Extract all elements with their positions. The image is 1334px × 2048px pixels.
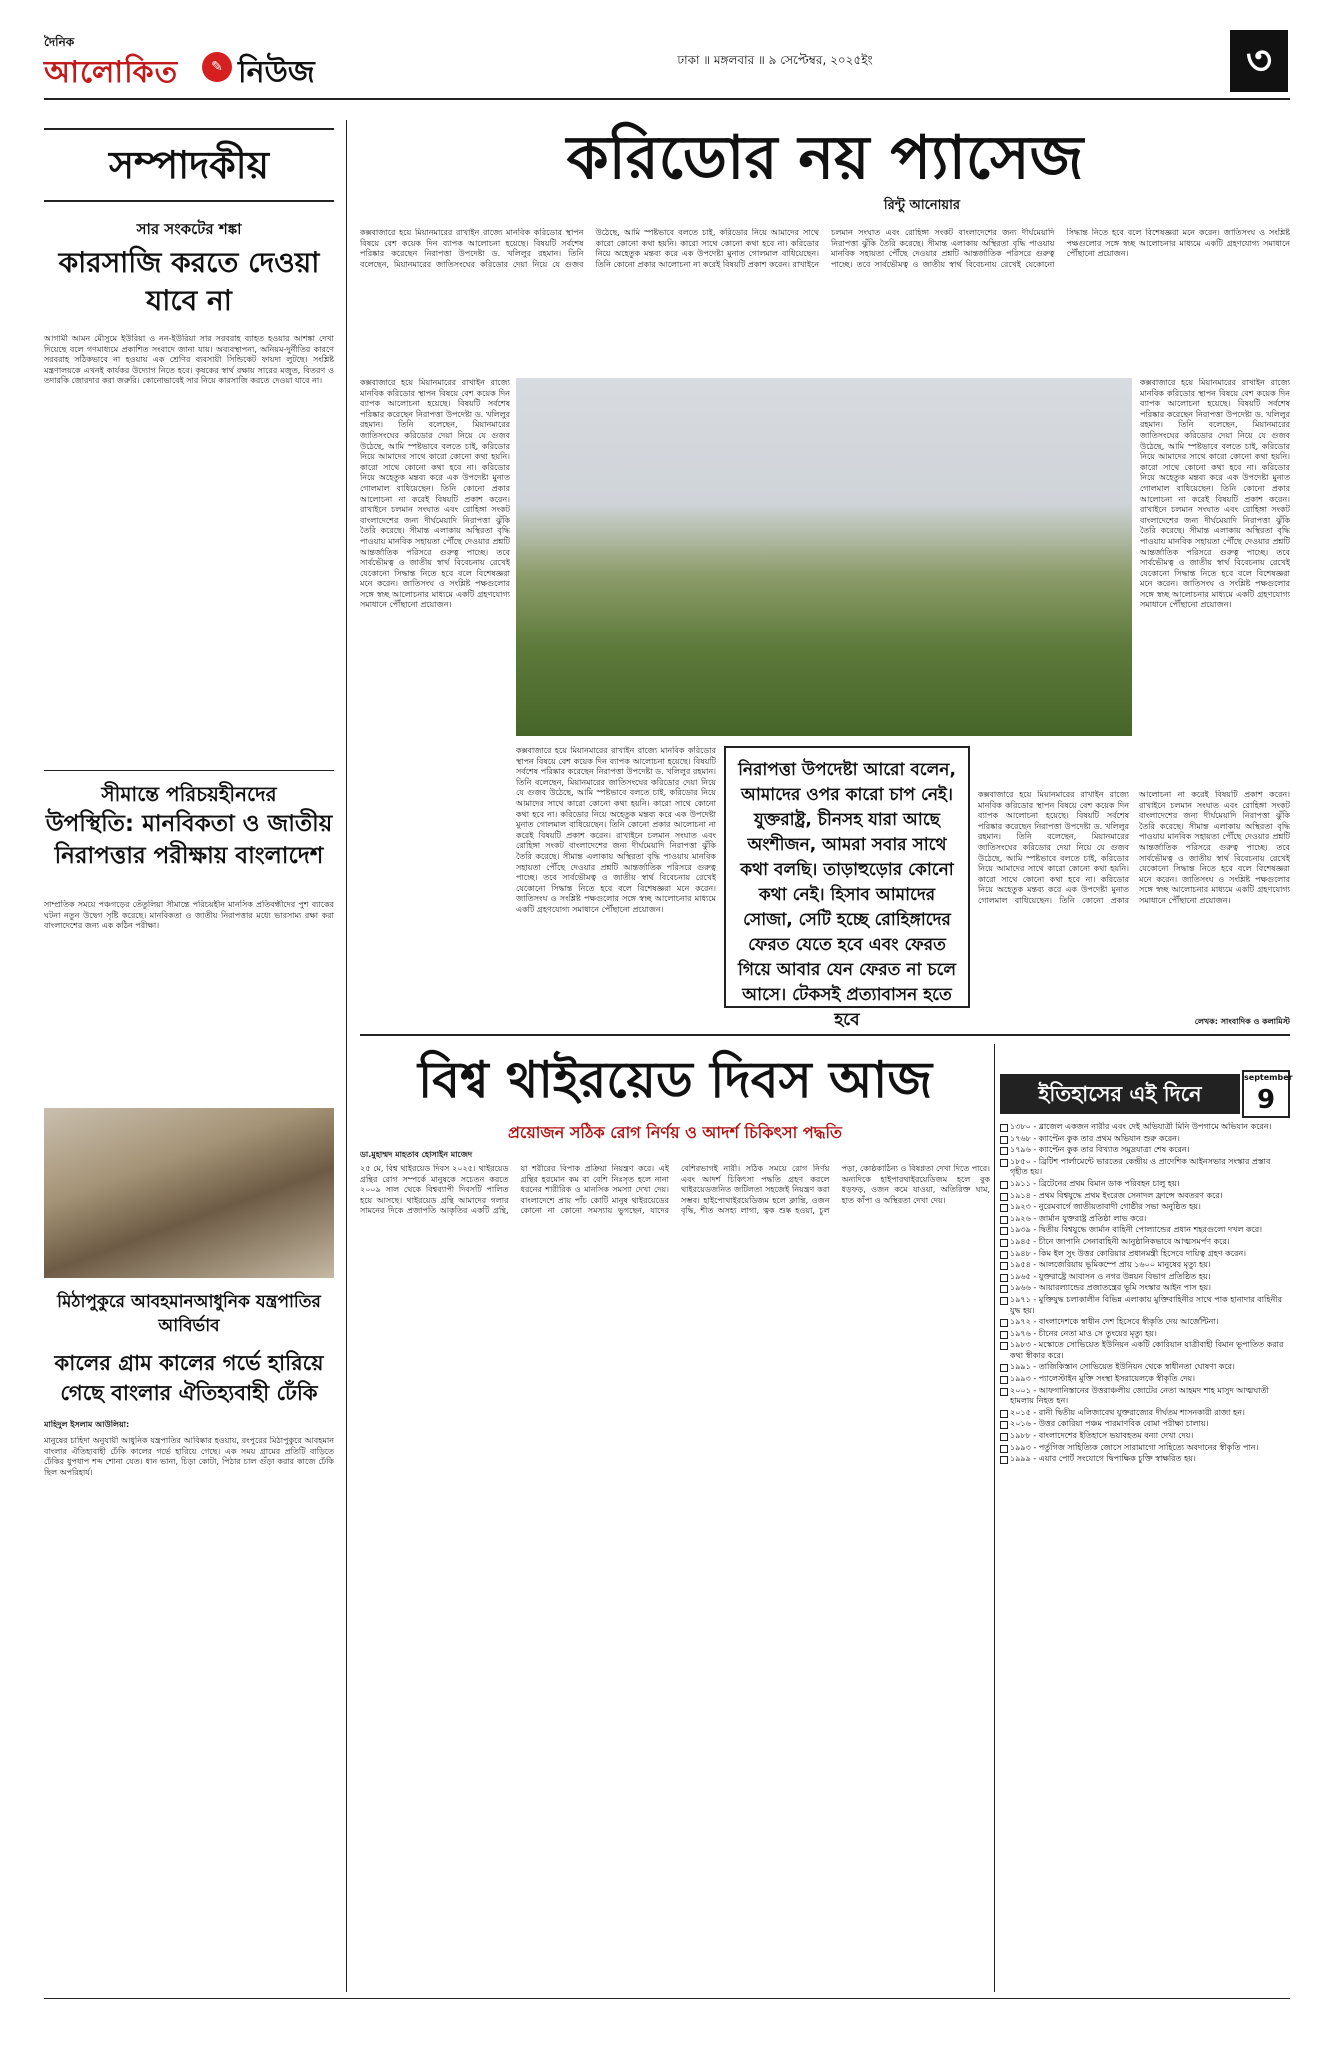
thyroid-headline: বিশ্ব থাইরয়েড দিবস আজ <box>417 1051 933 1109</box>
history-item: ১৯৪৮ - কিম ইল সুং উত্তর কোরিয়ার প্রধানমন্ত্রী হিসেবে দায়িত্ব গ্রহণ করেন। <box>1000 1249 1290 1260</box>
lead-byline: রিন্টু আনোয়ার <box>883 198 960 213</box>
history-item: ১৭৯৬ - ক্যাপ্টেন কুক তার বিখ্যাত সমুদ্রযাত্রা শেষ করেন। <box>1000 1145 1290 1156</box>
editorial-body-2: সাম্প্রতিক সময়ে পঞ্চগড়ের তেঁতুলিয়া সীমান্তে পরিচয়হীন মানসিক প্রতিবন্ধীদের পুশ ব্যাকের ঘটনা নতুন উদ্বেগ সৃষ্টি করেছে। মানবিকতা ও জাতীয় নিরাপত্তার মধ্যে ভারসাম্য রক্ষা করা বাংলাদেশের জন্য এক কঠিন পরীক্ষা। <box>44 900 334 931</box>
lead-body-mid-right: কক্সবাজারে হয়ে মিয়ানমারের রাখাইন রাজ্যে মানবিক করিডোর স্থাপন বিষয়ে বেশ কয়েক দিন ব্যাপক আলোচনা হয়েছে। বিষয়টি সর্বশেষ পরিষ্কার করেছেন নিরাপত্তা উপদেষ্টা ড. খলিলুর রহমান। তিনি বলেছেন, মিয়ানমারের জাতিসংঘের করিডোর দেয়া নিয়ে যে গুজব উঠেছে, আমি স্পষ্টভাবে বলতে চাই, করিডোর নিয়ে আমাদের সাথে কারো কোনো কথা হয়নি। কারো সাথে কোনো কথা হবে না। করিডোর নিয়ে অহেতুক মন্তব্য করে এক উপদেষ্টা মুনাত গোলমাল বাধিয়েছেন। তিনি কোনো প্রকার আলোচনা না করেই বিষয়টি প্রকাশ করেন। রাখাইনে চলমান সংঘাত এবং রোহিঙ্গা সংকট বাংলাদেশের জন্য দীর্ঘমেয়াদি নিরাপত্তা ঝুঁকি তৈরি করেছে। সীমান্ত এলাকায় অস্থিরতা বৃদ্ধি পাওয়ায় মানবিক সহায়তা পৌঁছে দেওয়ার প্রশ্নটি আন্তর্জাতিক পরিসরে গুরুত্ব পাচ্ছে। তবে সার্বভৌমত্ব ও জাতীয় স্বার্থ বিবেচনায় রেখেই যেকোনো সিদ্ধান্ত নিতে হবে বলে বিশেষজ্ঞরা মনে করেন। জাতিসংঘ ও সংশ্লিষ্ট পক্ষগুলোর সঙ্গে স্বচ্ছ আলোচনার মাধ্যমে একটি গ্রহণযোগ্য সমাধানে পৌঁছানো প্রয়োজন। <box>978 790 1290 905</box>
history-item: ১৯১১ - ব্রিটেনের প্রথম বিমান ডাক পরিবহন চালু হয়। <box>1000 1179 1290 1190</box>
column-divider <box>346 120 347 1992</box>
history-item: ১৩৮০ - ব্লাজেল একজন নারীর এবং দেই অভিযাত্রী মিনি উপগামে অভিযান করেন। <box>1000 1122 1290 1133</box>
lead-author-note: লেখক: সাংবাদিক ও কলামিস্ট <box>1194 1017 1290 1026</box>
history-item: ১৯১৪ - প্রথম বিশ্বযুদ্ধে প্রথম ইংরেজ সেনাদল ফ্রান্সে অবতরণ করে। <box>1000 1191 1290 1202</box>
lead-body-right: কক্সবাজারে হয়ে মিয়ানমারের রাখাইন রাজ্যে মানবিক করিডোর স্থাপন বিষয়ে বেশ কয়েক দিন ব্যাপক আলোচনা হয়েছে। বিষয়টি সর্বশেষ পরিষ্কার করেছেন নিরাপত্তা উপদেষ্টা ড. খলিলুর রহমান। তিনি বলেছেন, মিয়ানমারের জাতিসংঘের করিডোর দেয়া নিয়ে যে গুজব উঠেছে, আমি স্পষ্টভাবে বলতে চাই, করিডোর নিয়ে আমাদের সাথে কারো কোনো কথা হয়নি। কারো সাথে কোনো কথা হবে না। করিডোর নিয়ে অহেতুক মন্তব্য করে এক উপদেষ্টা মুনাত গোলমাল বাধিয়েছেন। তিনি কোনো প্রকার আলোচনা না করেই বিষয়টি প্রকাশ করেন। রাখাইনে চলমান সংঘাত এবং রোহিঙ্গা সংকট বাংলাদেশের জন্য দীর্ঘমেয়াদি নিরাপত্তা ঝুঁকি তৈরি করেছে। সীমান্ত এলাকায় অস্থিরতা বৃদ্ধি পাওয়ায় মানবিক সহায়তা পৌঁছে দেওয়ার প্রশ্নটি আন্তর্জাতিক পরিসরে গুরুত্ব পাচ্ছে। তবে সার্বভৌমত্ব ও জাতীয় স্বার্থ বিবেচনায় রেখেই যেকোনো সিদ্ধান্ত নিতে হবে বলে বিশেষজ্ঞরা মনে করেন। জাতিসংঘ ও সংশ্লিষ্ট পক্ষগুলোর সঙ্গে স্বচ্ছ আলোচনার মাধ্যমে একটি গ্রহণযোগ্য সমাধানে পৌঁছানো প্রয়োজন। <box>1140 378 1290 610</box>
editorial-kicker-1: সার সংকটের শঙ্কা <box>136 220 242 238</box>
history-item: ১৯৯৩ - পর্তুগিজ সাহিত্যিক জোসে সারামাগো সাহিত্যে অবদানের স্বীকৃতি পান। <box>1000 1443 1290 1454</box>
dateline: ঢাকা ॥ মঙ্গলবার ॥ ৯ সেপ্টেম্বর, ২০২৫ইং <box>677 53 873 67</box>
history-item: ১৮৫০ - ব্রিটিশ পার্লামেন্টে ভারতের কেন্দ্রীয় ও প্রাদেশিক আইনসভার সংস্কার প্রস্তাব গৃহীত হয়। <box>1000 1157 1290 1178</box>
masthead-rule <box>44 98 1290 100</box>
history-item: ২০০১ - আফগানিস্তানের উত্তরাঞ্চলীয় জোটের নেতা আহমদ শাহ মাসুদ আত্মঘাতী হামলায় নিহত হন। <box>1000 1386 1290 1407</box>
logo-main-text: আলোকিত <box>44 55 179 90</box>
lead-body-mid-left: কক্সবাজারে হয়ে মিয়ানমারের রাখাইন রাজ্যে মানবিক করিডোর স্থাপন বিষয়ে বেশ কয়েক দিন ব্যাপক আলোচনা হয়েছে। বিষয়টি সর্বশেষ পরিষ্কার করেছেন নিরাপত্তা উপদেষ্টা ড. খলিলুর রহমান। তিনি বলেছেন, মিয়ানমারের জাতিসংঘের করিডোর দেয়া নিয়ে যে গুজব উঠেছে, আমি স্পষ্টভাবে বলতে চাই, করিডোর নিয়ে আমাদের সাথে কারো কোনো কথা হয়নি। কারো সাথে কোনো কথা হবে না। করিডোর নিয়ে অহেতুক মন্তব্য করে এক উপদেষ্টা মুনাত গোলমাল বাধিয়েছেন। তিনি কোনো প্রকার আলোচনা না করেই বিষয়টি প্রকাশ করেন। রাখাইনে চলমান সংঘাত এবং রোহিঙ্গা সংকট বাংলাদেশের জন্য দীর্ঘমেয়াদি নিরাপত্তা ঝুঁকি তৈরি করেছে। সীমান্ত এলাকায় অস্থিরতা বৃদ্ধি পাওয়ায় মানবিক সহায়তা পৌঁছে দেওয়ার প্রশ্নটি আন্তর্জাতিক পরিসরে গুরুত্ব পাচ্ছে। তবে সার্বভৌমত্ব ও জাতীয় স্বার্থ বিবেচনায় রেখেই যেকোনো সিদ্ধান্ত নিতে হবে বলে বিশেষজ্ঞরা মনে করেন। জাতিসংঘ ও সংশ্লিষ্ট পক্ষগুলোর সঙ্গে স্বচ্ছ আলোচনার মাধ্যমে একটি গ্রহণযোগ্য সমাধানে পৌঁছানো প্রয়োজন। <box>516 746 716 914</box>
lead-headline: করিডোর নয় প্যাসেজ <box>566 123 1084 193</box>
history-divider <box>994 1044 995 1992</box>
dhenki-photo <box>44 1108 334 1278</box>
history-item: ১৯৮৩ - মস্কোতে সোভিয়েত ইউনিয়ন একটি কোরিয়ান যাত্রীবাহী বিমান ভূপাতিত করার কথা স্বীকার করে। <box>1000 1340 1290 1361</box>
editorial-kicker-2: সীমান্তে পরিচয়হীনদের <box>101 782 277 806</box>
logo-small-text: দৈনিক <box>44 35 75 49</box>
editorial-kicker-3: মিঠাপুকুরে আবহমানআধুনিক যন্ত্রপাতির আবির্ভাব <box>57 1292 321 1336</box>
history-item: ১৯৮৮ - বাংলাদেশের ইতিহাসে ভয়াবহতম বন্যা দেখা দেয়। <box>1000 1431 1290 1442</box>
page-number: ৩ <box>1230 30 1288 92</box>
history-item: ১৯৭৬ - চীনের নেতা মাও সে তুংয়ের মৃত্যু হয়। <box>1000 1329 1290 1340</box>
lead-body-left: কক্সবাজারে হয়ে মিয়ানমারের রাখাইন রাজ্যে মানবিক করিডোর স্থাপন বিষয়ে বেশ কয়েক দিন ব্যাপক আলোচনা হয়েছে। বিষয়টি সর্বশেষ পরিষ্কার করেছেন নিরাপত্তা উপদেষ্টা ড. খলিলুর রহমান। তিনি বলেছেন, মিয়ানমারের জাতিসংঘের করিডোর দেয়া নিয়ে যে গুজব উঠেছে, আমি স্পষ্টভাবে বলতে চাই, করিডোর নিয়ে আমাদের সাথে কারো কোনো কথা হয়নি। কারো সাথে কোনো কথা হবে না। করিডোর নিয়ে অহেতুক মন্তব্য করে এক উপদেষ্টা মুনাত গোলমাল বাধিয়েছেন। তিনি কোনো প্রকার আলোচনা না করেই বিষয়টি প্রকাশ করেন। রাখাইনে চলমান সংঘাত এবং রোহিঙ্গা সংকট বাংলাদেশের জন্য দীর্ঘমেয়াদি নিরাপত্তা ঝুঁকি তৈরি করেছে। সীমান্ত এলাকায় অস্থিরতা বৃদ্ধি পাওয়ায় মানবিক সহায়তা পৌঁছে দেওয়ার প্রশ্নটি আন্তর্জাতিক পরিসরে গুরুত্ব পাচ্ছে। তবে সার্বভৌমত্ব ও জাতীয় স্বার্থ বিবেচনায় রেখেই যেকোনো সিদ্ধান্ত নিতে হবে বলে বিশেষজ্ঞরা মনে করেন। জাতিসংঘ ও সংশ্লিষ্ট পক্ষগুলোর সঙ্গে স্বচ্ছ আলোচনার মাধ্যমে একটি গ্রহণযোগ্য সমাধানে পৌঁছানো প্রয়োজন। <box>360 378 510 610</box>
thyroid-subhead: প্রয়োজন সঠিক রোগ নির্ণয় ও আদর্শ চিকিৎসা পদ্ধতি <box>507 1123 843 1142</box>
history-month: september <box>1244 1073 1293 1082</box>
history-item: ২০১৫ - রানী দ্বিতীয় এলিজাবেথ যুক্তরাজ্যের দীর্ঘতম শাসনকারী রাজা হন। <box>1000 1408 1290 1419</box>
history-item: ১৯৫৪ - আলজেরিয়ায় ভূমিকম্পে প্রায় ১৬০০ মানুষের মৃত্যু হয়। <box>1000 1260 1290 1271</box>
editorial-headline-2: উপস্থিতি: মানবিকতা ও জাতীয় নিরাপত্তার পরীক্ষায় বাংলাদেশ <box>45 811 333 869</box>
logo-news-text: নিউজ <box>238 55 315 90</box>
lead-pull-quote: নিরাপত্তা উপদেষ্টা আরো বলেন, আমাদের ওপর কারো চাপ নেই। যুক্তরাষ্ট্র, চীনসহ যারা আছে অংশীজন, আমরা সবার সাথে কথা বলছি। তাড়াহুড়োর কোনো কথা নেই। হিসাব আমাদের সোজা, সেটি হচ্ছে রোহিঙ্গাদের ফেরত যেতে হবে এবং ফেরত গিয়ে আবার যেন ফেরত না চলে আসে। টেকসই প্রত্যাবাসন হতে হবে <box>724 746 970 1008</box>
history-item: ১৯৯৯ - এয়ার পোর্ট সংযোগে দ্বিপাক্ষিক চুক্তি স্বাক্ষরিত হয়। <box>1000 1454 1290 1465</box>
footer-rule <box>44 1998 1290 1999</box>
history-item: ১৯৭২ - বাংলাদেশকে স্বাধীন দেশ হিসেবে স্বীকৃতি দেয় আর্জেন্টিনা। <box>1000 1317 1290 1328</box>
history-item: ১৯৭১ - মুক্তিযুদ্ধ চলাকালীন বিভিন্ন এলাকায় মুক্তিবাহিনীর সাথে পাক হানাদার বাহিনীর যুদ্ধ হয়। <box>1000 1295 1290 1316</box>
history-title: ইতিহাসের এই দিনে <box>1000 1074 1240 1114</box>
history-date-badge <box>1242 1070 1293 1118</box>
thyroid-body: ২৫ মে, বিশ্ব থাইরয়েড দিবস ২০২৫। থাইরয়েড গ্রন্থির রোগ সম্পর্কে মানুষকে সচেতন করতে ২০০৯ সাল থেকে বিশ্বব্যাপী দিবসটি পালিত হয়ে আসছে। থাইরয়েড গ্রন্থি আমাদের গলার সামনের দিকে প্রজাপতি আকৃতির একটি গ্রন্থি, যা শরীরের বিপাক প্রক্রিয়া নিয়ন্ত্রণ করে। এই গ্রন্থির হরমোন কম বা বেশি নিঃসৃত হলে নানা ধরনের শারীরিক ও মানসিক সমস্যা দেখা দেয়। বাংলাদেশে প্রায় পাঁচ কোটি মানুষ থাইরয়েডের কোনো না কোনো সমস্যায় ভুগছেন, যাদের বেশিরভাগই নারী। সঠিক সময়ে রোগ নির্ণয় এবং আদর্শ চিকিৎসা পদ্ধতি গ্রহণ করলে থাইরয়েডজনিত জটিলতা সহজেই নিয়ন্ত্রণ করা সম্ভব। হাইপোথাইরয়েডিজম হলে ক্লান্তি, ওজন বৃদ্ধি, শীত অসহ্য লাগা, ত্বক শুষ্ক হওয়া, চুল পড়া, কোষ্ঠকাঠিন্য ও বিষণ্ণতা দেখা দিতে পারে। অন্যদিকে হাইপারথাইরয়েডিজম হলে বুক ধড়ফড়, ওজন কমে যাওয়া, অতিরিক্ত ঘাম, হাত কাঁপা ও অস্থিরতা দেখা দেয়। <box>360 1164 990 1216</box>
editorial-body-1: আগামী আমন মৌসুমে ইউরিয়া ও নন-ইউরিয়া সার সরবরাহ ব্যাহত হওয়ার আশঙ্কা দেখা দিয়েছে বলে গণমাধ্যমে প্রকাশিত সংবাদে জানা যায়। অব্যবস্থাপনা, অনিয়ম-দুর্নীতির কারণে সরবরাহ সঠিকভাবে না হওয়ায় এক শ্রেণির ব্যবসায়ী সিন্ডিকেট ফায়দা লুটছে। সংশ্লিষ্ট মন্ত্রণালয়কে এখনই কার্যকর উদ্যোগ নিতে হবে। কৃষকের স্বার্থ রক্ষায় সারের মজুত, বিতরণ ও তদারকি জোরদার করা জরুরি। কোনোভাবেই সার নিয়ে কারসাজি করতে দেওয়া যাবে না। <box>44 334 334 386</box>
history-item: ১৯২৩ - নুরেমবার্গে জাতীয়তাবাদী গোষ্ঠীর সভা অনুষ্ঠিত হয়। <box>1000 1202 1290 1213</box>
lead-body-top: কক্সবাজারে হয়ে মিয়ানমারের রাখাইন রাজ্যে মানবিক করিডোর স্থাপন বিষয়ে বেশ কয়েক দিন ব্যাপক আলোচনা হয়েছে। বিষয়টি সর্বশেষ পরিষ্কার করেছেন নিরাপত্তা উপদেষ্টা ড. খলিলুর রহমান। তিনি বলেছেন, মিয়ানমারের জাতিসংঘের করিডোর দেয়া নিয়ে যে গুজব উঠেছে, আমি স্পষ্টভাবে বলতে চাই, করিডোর নিয়ে আমাদের সাথে কারো কোনো কথা হয়নি। কারো সাথে কোনো কথা হবে না। করিডোর নিয়ে অহেতুক মন্তব্য করে এক উপদেষ্টা মুনাত গোলমাল বাধিয়েছেন। তিনি কোনো প্রকার আলোচনা না করেই বিষয়টি প্রকাশ করেন। রাখাইনে চলমান সংঘাত এবং রোহিঙ্গা সংকট বাংলাদেশের জন্য দীর্ঘমেয়াদি নিরাপত্তা ঝুঁকি তৈরি করেছে। সীমান্ত এলাকায় অস্থিরতা বৃদ্ধি পাওয়ায় মানবিক সহায়তা পৌঁছে দেওয়ার প্রশ্নটি আন্তর্জাতিক পরিসরে গুরুত্ব পাচ্ছে। তবে সার্বভৌমত্ব ও জাতীয় স্বার্থ বিবেচনায় রেখেই যেকোনো সিদ্ধান্ত নিতে হবে বলে বিশেষজ্ঞরা মনে করেন। জাতিসংঘ ও সংশ্লিষ্ট পক্ষগুলোর সঙ্গে স্বচ্ছ আলোচনার মাধ্যমে একটি গ্রহণযোগ্য সমাধানে পৌঁছানো প্রয়োজন। <box>360 228 1290 269</box>
history-item: ১৯৯৩ - প্যালেস্টাইন মুক্তি সংস্থা ইসরায়েলকে স্বীকৃতি দেয়। <box>1000 1374 1290 1385</box>
history-item: ১৯২৬ - জার্মান যুক্তরাষ্ট্র প্রতিষ্ঠা লাভ করে। <box>1000 1214 1290 1225</box>
lead-bottom-rule <box>360 1034 1290 1036</box>
lead-photo <box>516 378 1132 736</box>
history-item: ২০১৬ - উত্তর কোরিয়া পঞ্চম পারমাণবিক বোমা পরীক্ষা চালায়। <box>1000 1419 1290 1430</box>
history-list <box>1000 1122 1290 1982</box>
masthead-logo <box>44 34 344 90</box>
history-day: 9 <box>1256 1085 1276 1115</box>
editorial-body-3: মানুষের চাহিদা অনুযায়ী আধুনিক যন্ত্রপাতির আবিষ্কার হওয়ায়, রংপুরের মিঠাপুকুরে আবহমান বাংলার ঐতিহ্যবাহী ঢেঁকি কালের গর্ভে হারিয়ে গেছে। এক সময় গ্রামের প্রতিটি বাড়িতে ঢেঁকির ধুপধাপ শব্দ শোনা যেত। ধান ভানা, চিড়া কোটা, পিঠার চাল গুঁড়া করার কাজে ঢেঁকি ছিল অপরিহার্য। <box>44 1436 334 1477</box>
history-item: ১৯৯১ - তাজিকিস্তান সোভিয়েত ইউনিয়ন থেকে স্বাধীনতা ঘোষণা করে। <box>1000 1362 1290 1373</box>
history-item: ১৭৬৮ - ক্যাপ্টেন কুক তার প্রথম অভিযান শুরু করেন। <box>1000 1134 1290 1145</box>
editorial-byline-3: মাহিদুল ইসলাম আউলিয়া: <box>44 1420 130 1429</box>
thyroid-byline: ডা.মুহাম্মদ মাহতাব হোসাইন মাজেদ <box>360 1150 473 1159</box>
history-item: ১৯৬৬ - আয়ারল্যান্ডের প্রজাতন্ত্রের ভূমি সংস্কার আইন পাস হয়। <box>1000 1283 1290 1294</box>
editorial-divider <box>44 770 334 771</box>
logo-mark-icon: ✎ <box>202 52 232 82</box>
editorial-headline-1: কারসাজি করতে দেওয়া যাবে না <box>58 246 320 317</box>
editorial-headline-3: কালের গ্রাম কালের গর্ভে হারিয়ে গেছে বাংলার ঐতিহ্যবাহী ঢেঁকি <box>54 1351 324 1405</box>
history-item: ১৯৬৫ - যুক্তরাষ্ট্রে আবাসন ও নগর উন্নয়ন বিভাগ প্রতিষ্ঠিত হয়। <box>1000 1272 1290 1283</box>
history-item: ১৯৩৯ - দ্বিতীয় বিশ্বযুদ্ধে জার্মান বাহিনী পোল্যান্ডের প্রধান শহরগুলো দখল করে। <box>1000 1225 1290 1236</box>
history-item: ১৯৪৫ - চীনে জাপানি সেনাবাহিনী আনুষ্ঠানিকভাবে আত্মসমর্পণ করে। <box>1000 1237 1290 1248</box>
editorial-section-title: সম্পাদকীয় <box>44 128 334 202</box>
